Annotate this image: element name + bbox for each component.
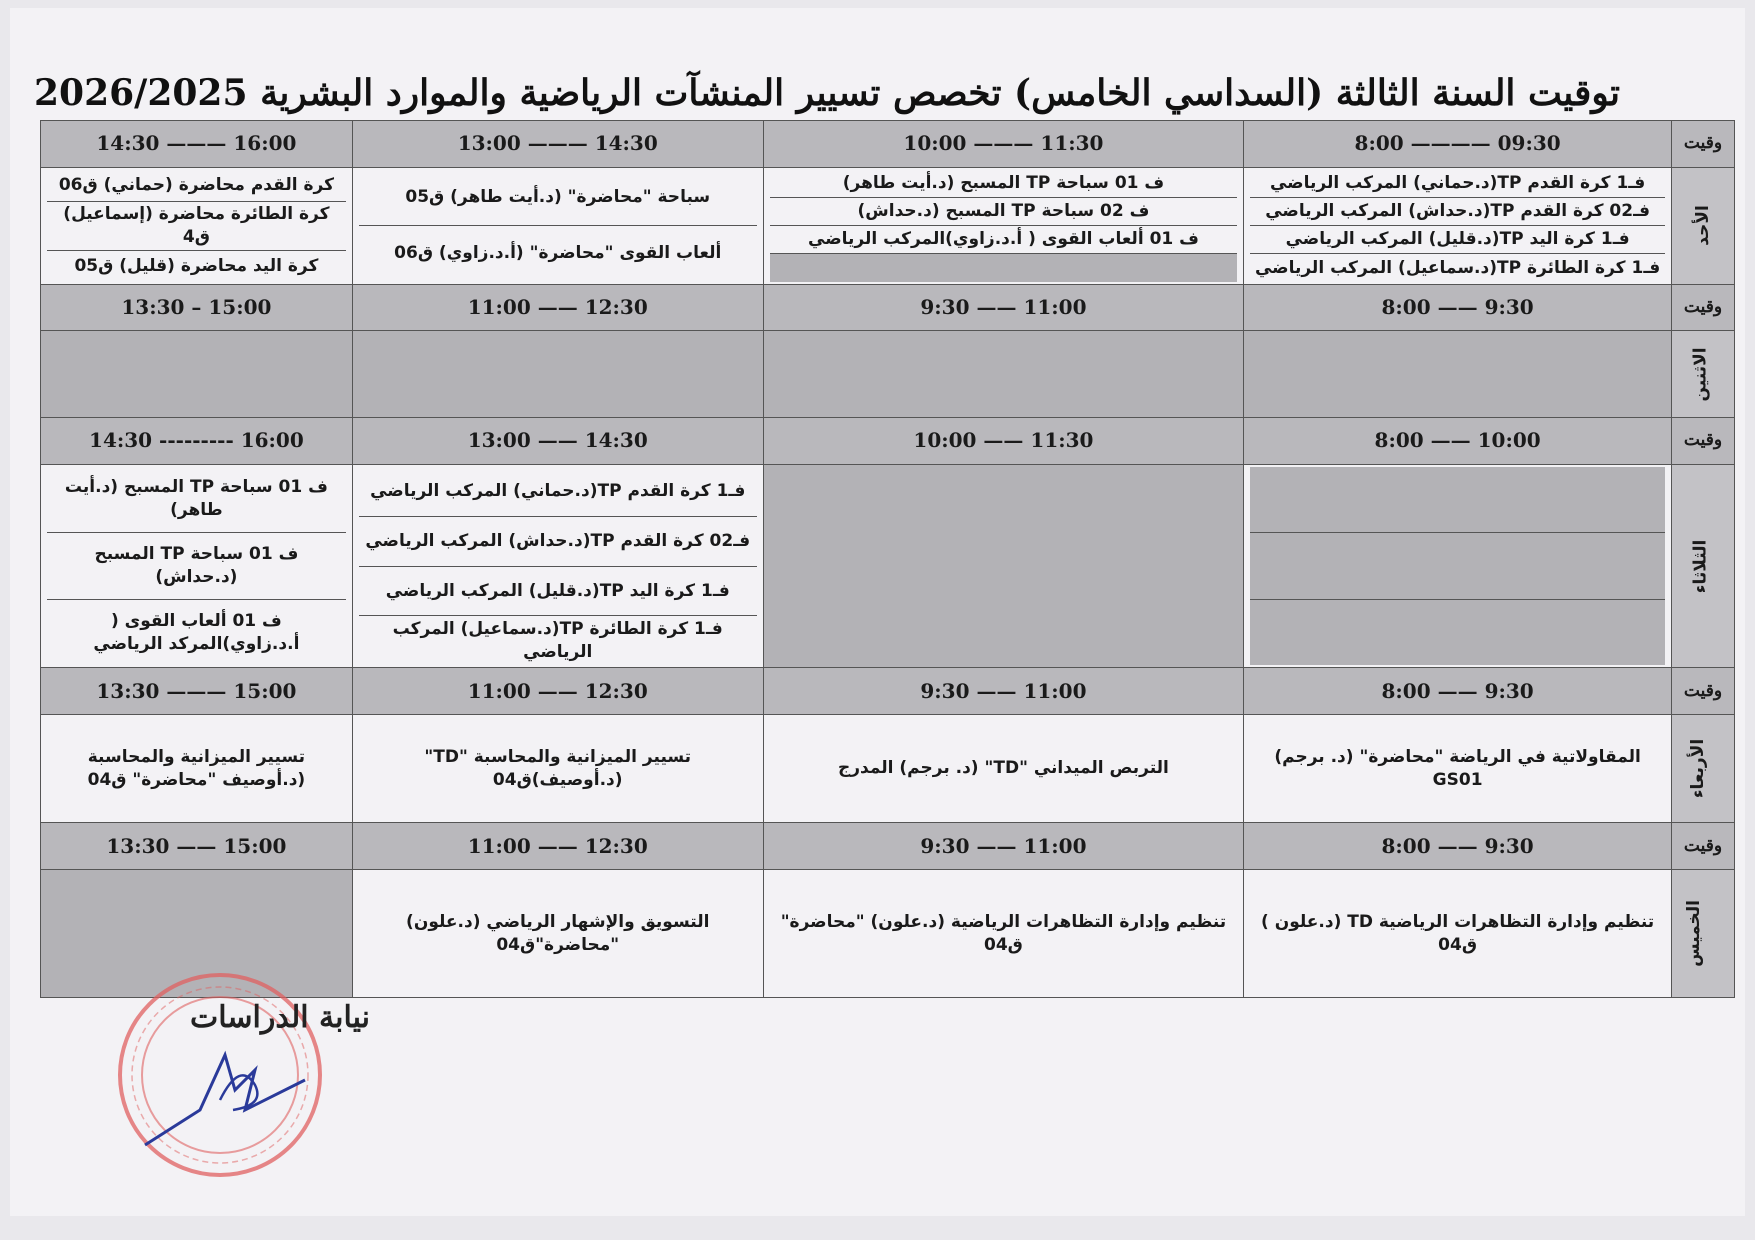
time-label: وقيت [1671, 284, 1734, 331]
signature-stroke [145, 1055, 305, 1145]
session-cell: تنظيم وإدارة التظاهرات الرياضية (د.علون) "محاضرة" ق04 [763, 870, 1244, 998]
time-row-monday [41, 284, 1735, 331]
empty-entry [1250, 533, 1665, 600]
session-entry: ف 02 سباحة TP المسبح (د.حداش) [770, 198, 1238, 226]
time-cell: 15:00 —— 13:30 [41, 823, 353, 870]
day-label-sunday: الأحد [1671, 167, 1734, 284]
empty-entry [1250, 467, 1665, 534]
session-entry: فـ1 كرة اليد TP(د.قليل) المركب الرياضي [359, 567, 757, 617]
time-cell: 09:30 ———— 8:00 [1244, 121, 1672, 168]
day-label-wednesday: الأربعاء [1671, 715, 1734, 823]
time-row-tuesday [41, 418, 1735, 465]
time-label: وقيت [1671, 418, 1734, 465]
empty-entry [770, 254, 1238, 281]
time-cell: 16:00 --------- 14:30 [41, 418, 353, 465]
time-cell: 12:30 —— 11:00 [352, 284, 763, 331]
time-row-thursday [41, 823, 1735, 870]
official-stamp [105, 960, 335, 1190]
session-cell [352, 167, 763, 284]
time-row-sunday [41, 121, 1735, 168]
time-cell: 15:00 ——— 13:30 [41, 668, 353, 715]
time-cell: 14:30 —— 13:00 [352, 418, 763, 465]
footer-office: نيابة الدراسات [190, 1000, 370, 1035]
day-label-tuesday: الثلاثاء [1671, 464, 1734, 668]
time-cell: 12:30 —— 11:00 [352, 668, 763, 715]
day-row-sunday [41, 167, 1735, 284]
time-cell: 16:00 ——— 14:30 [41, 121, 353, 168]
time-row-wednesday [41, 668, 1735, 715]
time-cell: 11:00 —— 9:30 [763, 668, 1244, 715]
session-cell [1244, 464, 1672, 668]
session-cell [763, 167, 1244, 284]
session-entry: ف 01 ألعاب القوى ( أ.د.زاوي)المركد الرياضي [93, 610, 300, 654]
session-entry: ألعاب القوى "محاضرة" (أ.د.زاوي) ق06 [394, 243, 722, 264]
session-cell: التسويق والإشهار الرياضي (د.علون) "محاضرة"ق04 [352, 870, 763, 998]
session-cell [352, 464, 763, 668]
session-entry: سباحة "محاضرة" (د.أيت طاهر) ق05 [359, 170, 757, 227]
session-entry: فـ1 كرة القدم TP(د.حماني) المركب الرياضي [359, 467, 757, 517]
timetable [40, 120, 1735, 998]
session-entry: فـ02 كرة القدم TP(د.حداش) المركب الرياضي [359, 517, 757, 567]
session-entry: فـ1 كرة القدم TP(د.حماني) المركب الرياضي [1250, 170, 1665, 198]
page-title: توقيت السنة الثالثة (السداسي الخامس) تخصص تسيير المنشآت الرياضية والموارد البشرية 2026/2025 [33, 72, 1620, 114]
session-cell: تسيير الميزانية والمحاسبة (د.أوصيف "محاضرة" ق04 [41, 715, 353, 823]
empty-cell [41, 331, 353, 418]
time-cell: 12:30 —— 11:00 [352, 823, 763, 870]
session-entry: ف 01 ألعاب القوى ( أ.د.زاوي)المركب الرياضي [770, 226, 1238, 254]
session-entry: كرة الطائرة محاضرة (إسماعيل) ق4 [47, 202, 346, 251]
day-row-tuesday [41, 464, 1735, 668]
session-entry: كرة اليد محاضرة (قليل) ق05 [74, 255, 319, 276]
time-label: وقيت [1671, 668, 1734, 715]
session-cell: المقاولاتية في الرياضة "محاضرة" (د. برجم) GS01 [1244, 715, 1672, 823]
time-cell: 9:30 —— 8:00 [1244, 284, 1672, 331]
session-entry: فـ02 كرة القدم TP(د.حداش) المركب الرياضي [1250, 198, 1665, 226]
empty-cell [763, 331, 1244, 418]
session-entry: فـ1 كرة الطائرة TP(د.سماعيل) المركب الرياضي [392, 619, 723, 662]
time-cell: 11:30 —— 10:00 [763, 418, 1244, 465]
session-entry: ف 01 سباحة TP المسبح (د.أيت طاهر) [47, 467, 346, 534]
time-label: وقيت [1671, 823, 1734, 870]
session-cell [41, 167, 353, 284]
session-entry: كرة القدم محاضرة (حماني) ق06 [47, 170, 346, 202]
session-entry: ف 01 سباحة TP المسبح (د.حداش) [47, 533, 346, 600]
time-label: وقيت [1671, 121, 1734, 168]
session-cell [41, 464, 353, 668]
session-entry: ف 01 سباحة TP المسبح (د.أيت طاهر) [770, 170, 1238, 198]
day-row-wednesday [41, 715, 1735, 823]
empty-cell [352, 331, 763, 418]
time-cell: 9:30 —— 8:00 [1244, 668, 1672, 715]
empty-entry [1250, 600, 1665, 666]
session-entry: فـ1 كرة اليد TP(د.قليل) المركب الرياضي [1250, 226, 1665, 254]
empty-cell [1244, 331, 1672, 418]
day-label-monday: الاثنين [1671, 331, 1734, 418]
session-cell: تسيير الميزانية والمحاسبة "TD" (د.أوصيف)ق04 [352, 715, 763, 823]
time-cell: 11:30 ——— 10:00 [763, 121, 1244, 168]
day-label-thursday: الخميس [1671, 870, 1734, 998]
session-cell: تنظيم وإدارة التظاهرات الرياضية TD (د.علون ) ق04 [1244, 870, 1672, 998]
day-row-monday [41, 331, 1735, 418]
session-cell [1244, 167, 1672, 284]
time-cell: 14:30 ——— 13:00 [352, 121, 763, 168]
session-entry: فـ1 كرة الطائرة TP(د.سماعيل) المركب الرياضي [1254, 257, 1661, 278]
empty-cell [763, 464, 1244, 668]
time-cell: 10:00 —— 8:00 [1244, 418, 1672, 465]
time-cell: 15:00 – 13:30 [41, 284, 353, 331]
time-cell: 11:00 —— 9:30 [763, 823, 1244, 870]
time-cell: 9:30 —— 8:00 [1244, 823, 1672, 870]
time-cell: 11:00 —— 9:30 [763, 284, 1244, 331]
session-cell: التربص الميداني "TD" (د. برجم) المدرج [763, 715, 1244, 823]
